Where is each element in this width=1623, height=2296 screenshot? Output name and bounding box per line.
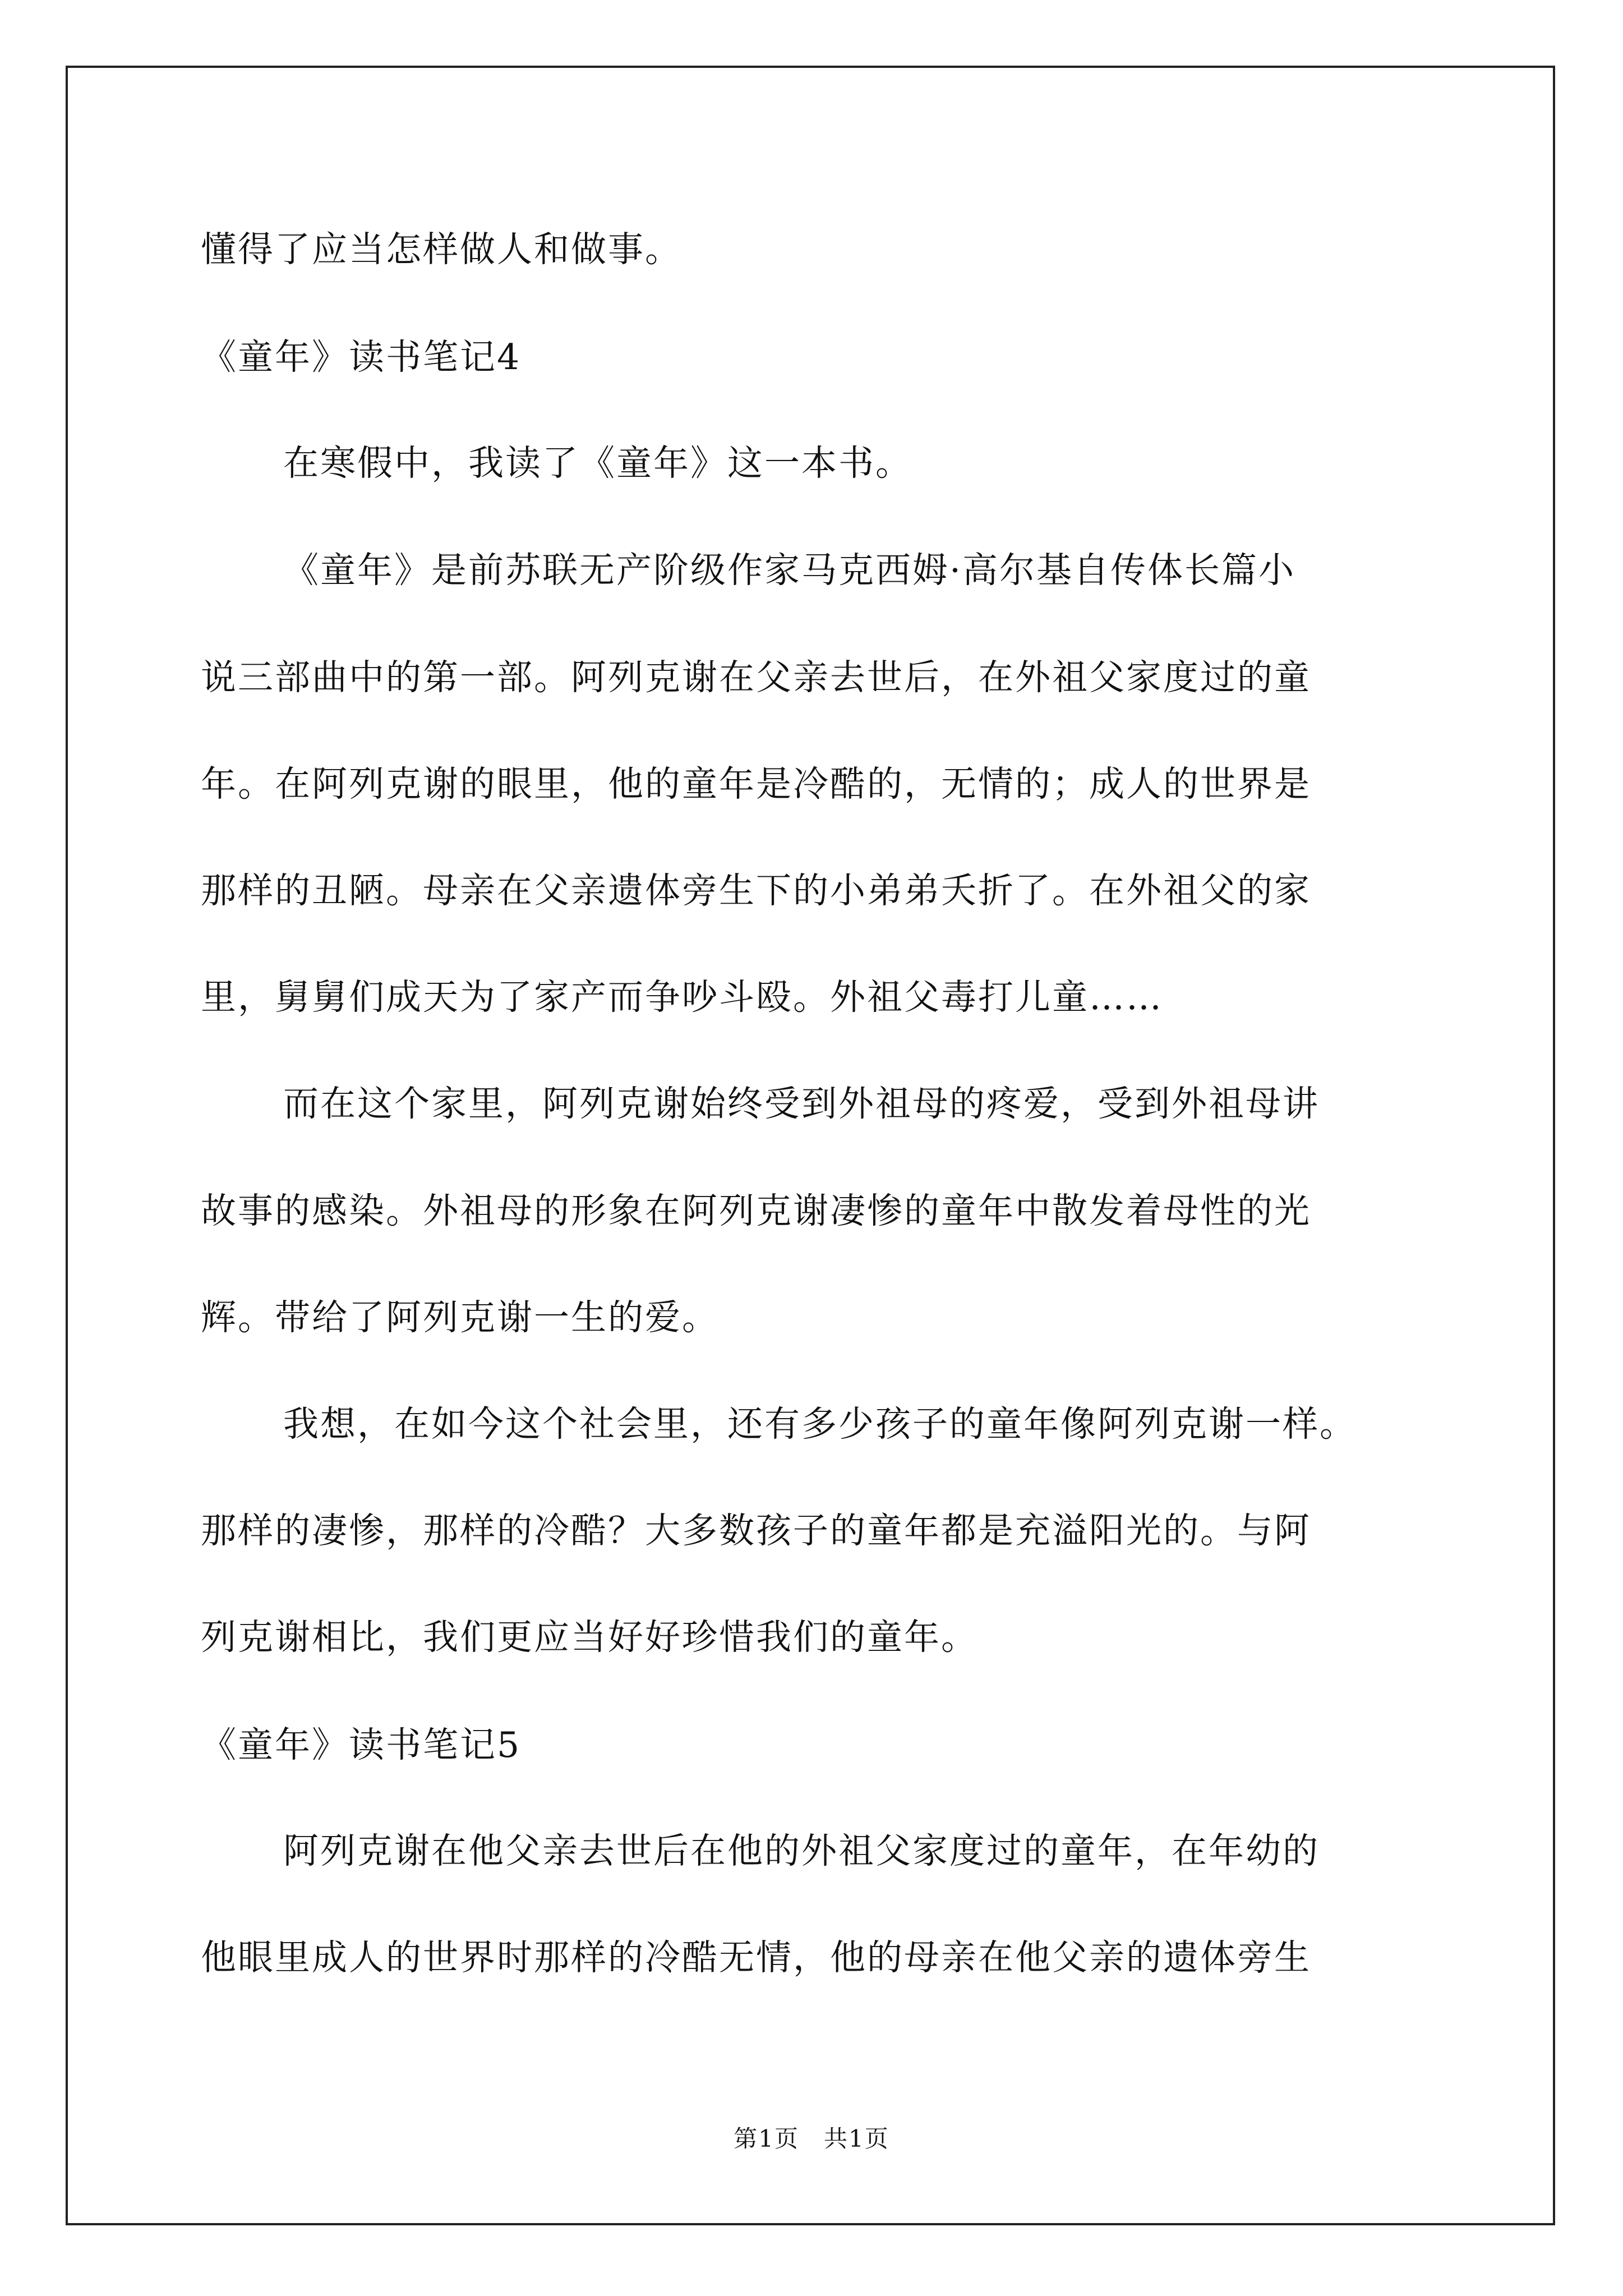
paragraph-line: 那样的丑陋。母亲在父亲遗体旁生下的小弟弟夭折了。在外祖父的家 [201, 870, 1311, 911]
paragraph-line: 而在这个家里，阿列克谢始终受到外祖母的疼爱，受到外祖母讲 [283, 1083, 1320, 1124]
paragraph-line: 列克谢相比，我们更应当好好珍惜我们的童年。 [201, 1617, 978, 1658]
paragraph-line: 我想，在如今这个社会里，还有多少孩子的童年像阿列克谢一样。 [283, 1404, 1357, 1444]
paragraph-line: 说三部曲中的第一部。阿列克谢在父亲去世后，在外祖父家度过的童 [201, 657, 1311, 698]
paragraph-line: 他眼里成人的世界时那样的冷酷无情，他的母亲在他父亲的遗体旁生 [201, 1937, 1311, 1978]
paragraph-line: 《童年》是前苏联无产阶级作家马克西姆·高尔基自传体长篇小 [283, 550, 1296, 591]
paragraph-line: 阿列克谢在他父亲去世后在他的外祖父家度过的童年，在年幼的 [283, 1830, 1320, 1871]
paragraph-line: 辉。带给了阿列克谢一生的爱。 [201, 1297, 719, 1338]
page-border [66, 66, 1555, 2225]
page-footer: 第1页 共1页 [734, 2125, 889, 2152]
section-heading: 《童年》读书笔记4 [201, 337, 522, 378]
paragraph-line: 懂得了应当怎样做人和做事。 [201, 229, 682, 270]
paragraph-line: 故事的感染。外祖母的形象在阿列克谢凄惨的童年中散发着母性的光 [201, 1190, 1311, 1231]
paragraph-line: 在寒假中，我读了《童年》这一本书。 [283, 443, 912, 484]
paragraph-line: 年。在阿列克谢的眼里，他的童年是冷酷的，无情的；成人的世界是 [201, 763, 1311, 804]
section-heading: 《童年》读书笔记5 [201, 1724, 522, 1765]
paragraph-line: 那样的凄惨，那样的冷酷？大多数孩子的童年都是充溢阳光的。与阿 [201, 1510, 1311, 1551]
paragraph-line: 里，舅舅们成天为了家产而争吵斗殴。外祖父毒打儿童…… [201, 977, 1163, 1018]
